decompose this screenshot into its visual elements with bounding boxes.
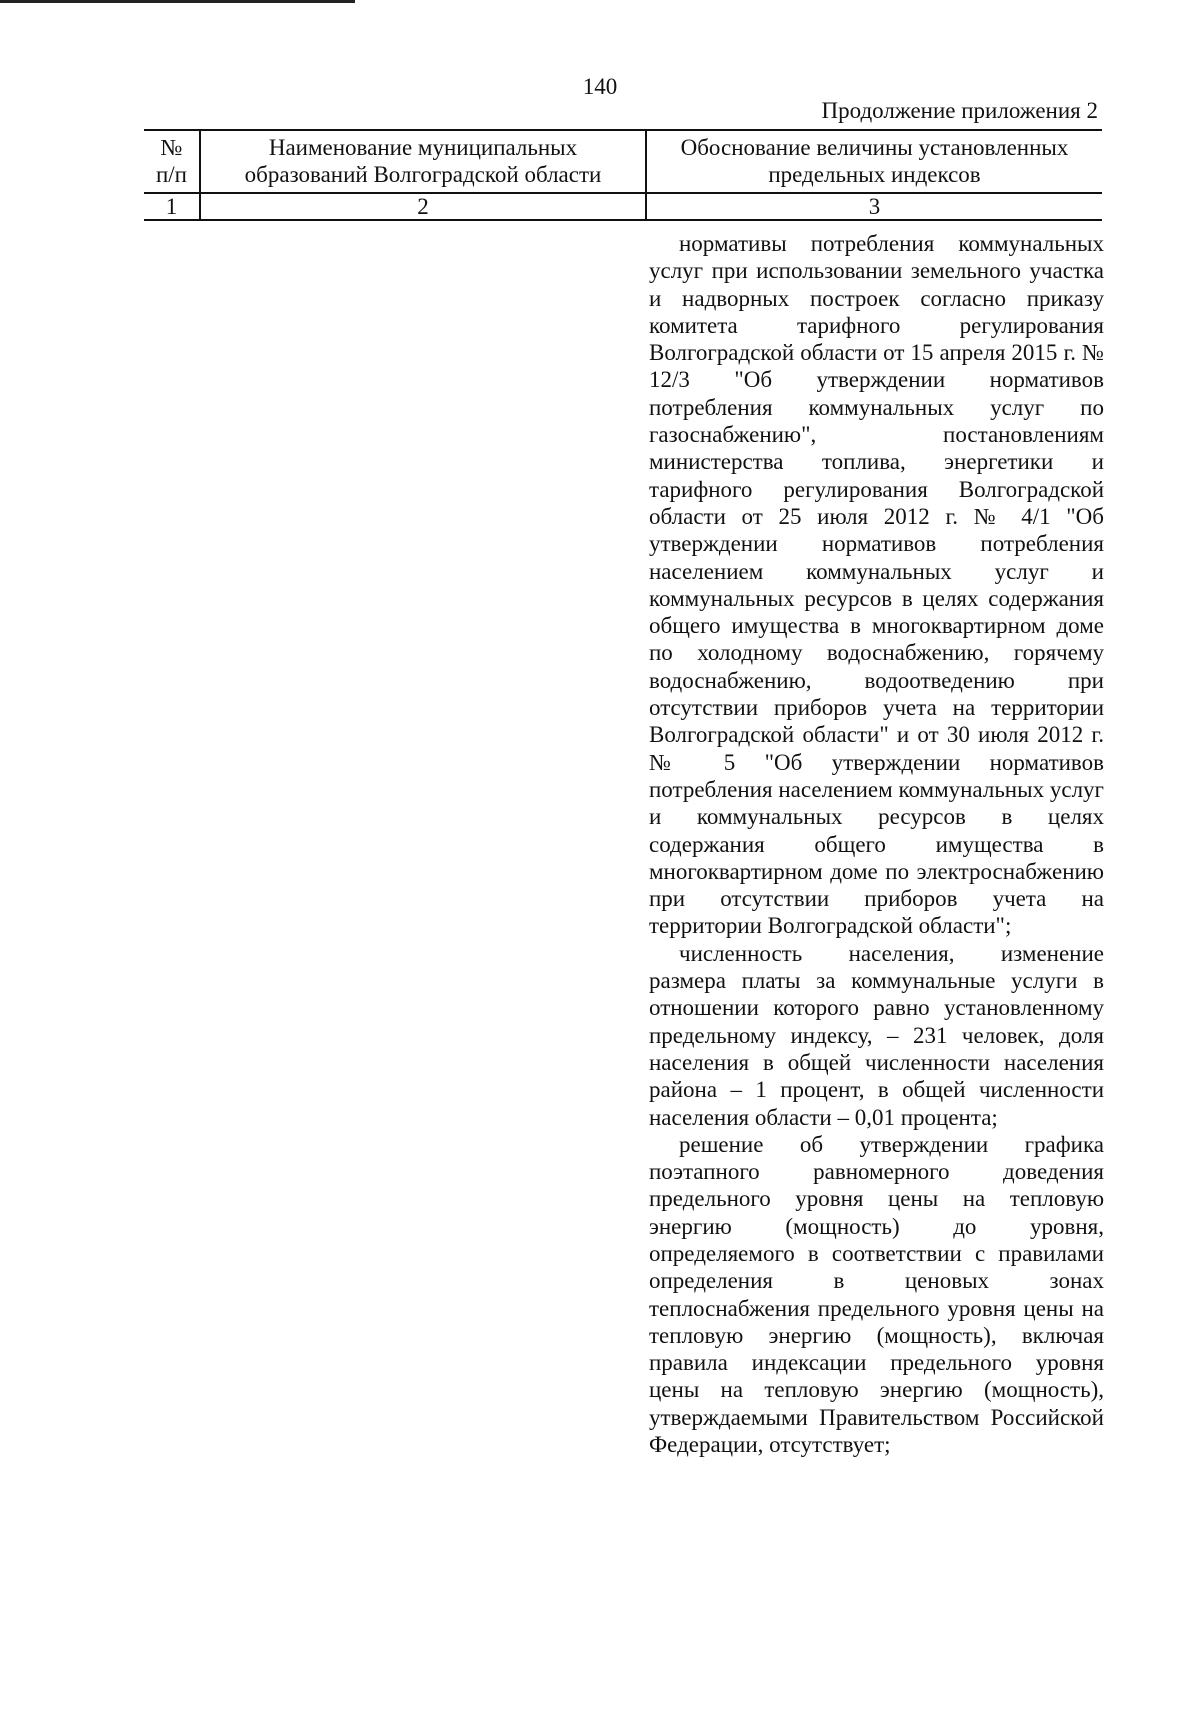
column-numbers-row [144,193,1102,220]
column-header-line: образований Волгоградской области [244,162,602,187]
justification-text [649,230,1104,1458]
paragraph: нормативы потребления коммунальных услуг при использовании земельного участка и надворных построек согласно приказу комитета тарифного регулирования Волгоградской области от 15 апреля 2015 г. № 12/3 "Об утверждении нормативов потребления коммунальных услуг по газоснабжению", постановлениям министерства топлива, энергетики и тарифного регулирования Волгоградской области от 25 июля 2012 г. № 4/1 "Об утверждении нормативов потребления населением коммунальных услуг и коммунальных ресурсов в целях содержания общего имущества в многоквартирном доме по холодному водоснабжению, горячему водоснабжению, водоотведению при отсутствии приборов учета на территории Волгоградской области" и от 30 июля 2012 г. № 5 "Об утверждении нормативов потребления населением коммунальных услуг и коммунальных ресурсов в целях содержания общего имущества в многоквартирном доме по электроснабжению при отсутствии приборов учета на территории Волгоградской области"; [649,231,1104,939]
column-header-line: Обоснование величины установленных [680,135,1069,160]
column-number: 1 [144,193,200,220]
column-header-municipality [200,130,646,193]
table-header-row [144,130,1102,193]
page-number: 140 [582,74,618,99]
column-number: 2 [200,193,646,220]
table-header [144,129,1102,221]
scan-edge-line [0,0,355,3]
column-header-line: № [160,135,183,160]
paragraph: численность населения, изменение размера платы за коммунальные услуги в отношении которого равно установленному предельному индексу, – 231 человек, доля населения в общей численности населения района – 1 процент, в общей численности населения области – 0,01 процента; [649,940,1104,1130]
column-header-line: предельных индексов [768,162,981,187]
column-header-line: Наименование муниципальных [268,135,578,160]
continuation-label: Продолжение приложения 2 [821,98,1098,123]
column-number: 3 [646,193,1102,220]
column-header-line: п/п [155,162,187,187]
paragraph: решение об утверждении графика поэтапного равномерного доведения предельного уровня цены на тепловую энергию (мощность) до уровня, определяемого в соответствии с правилами определения в ценовых зонах теплоснабжения предельного уровня цены на тепловую энергию (мощность), включая правила индексации предельного уровня цены на тепловую энергию (мощность), утверждаемыми Правительством Российской Федерации, отсутствует; [649,1131,1104,1458]
column-header-number [144,130,200,193]
column-header-justification [646,130,1102,193]
